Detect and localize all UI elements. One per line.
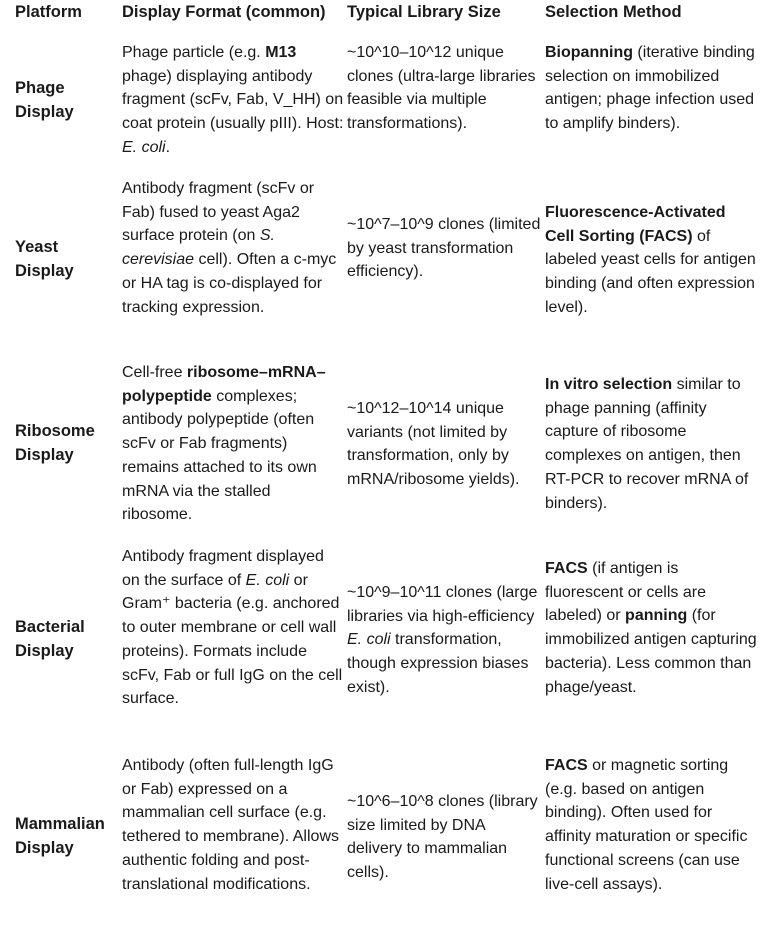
text-run: panning: [625, 607, 688, 625]
text-run: FACS: [545, 560, 588, 577]
selection-method-cell: [545, 754, 757, 896]
selection-method-cell: [545, 557, 757, 699]
table-row-phage: [0, 41, 779, 171]
platform-cell: [15, 616, 120, 663]
display-format-cell: [122, 545, 344, 711]
platform-name-line2: Display: [15, 261, 74, 280]
text-run: Antibody fragment (scFv or Fab) fused to yeast Aga2 surface protein (on: [122, 180, 315, 245]
platform-name-line2: Display: [15, 838, 74, 857]
text-run: E. coli: [347, 631, 391, 649]
text-run: (iterative binding selection on immobilized antigen; phage infection used to amplify binders).: [545, 44, 755, 133]
text-run: ~10^7–10^9 clones (limited by yeast transformation efficiency).: [347, 216, 541, 281]
table-row-yeast: [0, 177, 779, 347]
platform-name-line1: Phage: [15, 79, 65, 97]
platform-name-line1: Ribosome: [15, 422, 95, 440]
text-run: Biopanning: [545, 44, 633, 61]
text-run: Cell-free: [122, 364, 187, 381]
platform-name-line2: Display: [15, 641, 74, 660]
text-run: (for immobilized antigen capturing bacteria). Less common than phage/yeast.: [545, 607, 757, 696]
library-size-cell: [347, 581, 543, 700]
display-format-cell: [122, 41, 344, 160]
platform-name-line2: Display: [15, 102, 74, 121]
text-run: ~10^6–10^8 clones (library size limited by DNA delivery to mammalian cells).: [347, 793, 538, 882]
header-library-size: Typical Library Size: [347, 3, 501, 21]
table-row-ribosome: [0, 361, 779, 531]
selection-method-cell: [545, 373, 757, 515]
platform-name-line1: Bacterial: [15, 618, 85, 636]
platform-cell: [15, 77, 120, 124]
platform-cell: [15, 420, 120, 467]
platform-name-line1: Yeast: [15, 238, 59, 256]
display-format-cell: [122, 177, 344, 319]
text-run: phage) displaying antibody fragment (scFv, Fab, V_HH) on coat protein (usually pIII). Host:: [122, 67, 344, 133]
text-run: transformation, though expression biases exist).: [347, 631, 529, 696]
text-run: ~10^10–10^12 unique clones (ultra-large libraries feasible via multiple transformations).: [347, 44, 536, 133]
library-size-cell: [347, 790, 543, 885]
text-run: ribosome–mRNA–polypeptide: [122, 364, 326, 405]
text-run: ~10^9–10^11 clones (large libraries via high-efficiency: [347, 584, 538, 625]
library-size-cell: [347, 41, 543, 136]
table-row-bacterial: [0, 545, 779, 735]
platform-name-line2: Display: [15, 445, 74, 464]
text-run: cell). Often a c-myc or HA tag is co-displayed for tracking expression.: [122, 251, 337, 316]
text-run: M13: [265, 44, 297, 61]
text-run: FACS: [545, 757, 588, 774]
text-run: of labeled yeast cells for antigen binding (and often expression level).: [545, 227, 756, 316]
text-run: Antibody fragment displayed on the surface of: [122, 548, 324, 589]
text-run: (if antigen is fluorescent or cells are labeled) or: [545, 560, 706, 625]
text-run: S. cerevisiae: [122, 227, 275, 269]
text-run: complexes; antibody polypeptide (often scFv or Fab fragments) remains attached to its own mRNA via the stalled ribosome.: [122, 387, 317, 524]
table-header-row: [0, 0, 779, 24]
text-run: or magnetic sorting (e.g. based on antigen binding). Often used for affinity maturation or specific functional screens (can use live-cell assays).: [545, 757, 748, 893]
platform-name-line1: Mammalian: [15, 815, 105, 833]
header-platform: Platform: [15, 3, 82, 21]
platform-cell: [15, 236, 120, 283]
header-selection-method: Selection Method: [545, 3, 682, 21]
library-size-cell: [347, 397, 543, 492]
text-run: Phage particle (e.g.: [122, 44, 266, 61]
display-format-cell: [122, 361, 344, 527]
selection-method-cell: [545, 41, 757, 136]
selection-method-cell: [545, 201, 757, 320]
text-run: similar to phage panning (affinity capture of ribosome complexes on antigen, then RT-PCR to recover mRNA of binders).: [545, 376, 749, 512]
display-format-cell: [122, 754, 344, 896]
platform-cell: [15, 813, 120, 860]
text-run: In vitro selection: [545, 376, 673, 393]
library-size-cell: [347, 213, 543, 284]
text-run: ~10^12–10^14 unique variants (not limited by transformation, only by mRNA/ribosome yields).: [347, 400, 520, 489]
text-run: Fluorescence-Activated Cell Sorting (FACS): [545, 204, 726, 245]
text-run: .: [165, 138, 171, 156]
table-row-mammalian: [0, 754, 779, 924]
header-display-format: Display Format (common): [122, 3, 326, 21]
text-run: or Gram⁺ bacteria (e.g. anchored to outer membrane or cell wall proteins). Formats include scFv, Fab or full IgG on the cell surface.: [122, 571, 343, 708]
text-run: E. coli: [122, 138, 166, 156]
text-run: Antibody (often full-length IgG or Fab) expressed on a mammalian cell surface (e.g. tethered to membrane). Allows authentic folding and post-translational modifications.: [122, 757, 339, 893]
text-run: E. coli: [245, 571, 290, 589]
